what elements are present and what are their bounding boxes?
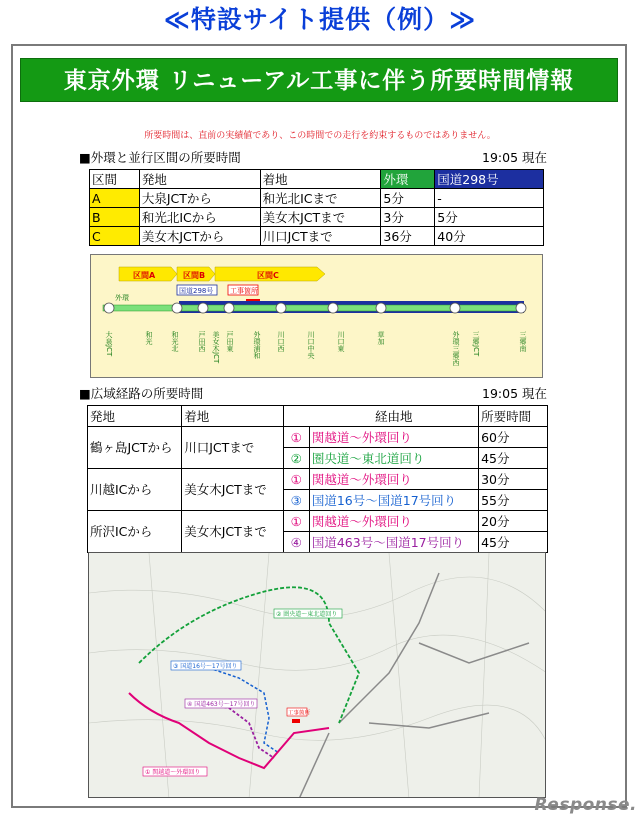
route-time: 20分	[479, 511, 548, 532]
section1-time: 19:05 現在	[482, 150, 547, 165]
header-via: 経由地	[309, 406, 478, 427]
route-number: ①	[283, 469, 309, 490]
header-route298: 国道298号	[435, 170, 544, 189]
station-label: 和光北	[171, 331, 179, 352]
legend-route4: ④ 国道463号～17号回り	[187, 701, 256, 708]
gaikan-time: 3分	[381, 208, 435, 227]
gaikan-label: 外環	[115, 294, 129, 302]
route-time: 45分	[479, 532, 548, 553]
to-cell: 和光北ICまで	[260, 189, 381, 208]
legend-route1: ① 関越道～外環回り	[145, 769, 201, 776]
to-cell: 川口JCTまで	[260, 227, 381, 246]
station-label: 外環三郷西	[452, 331, 460, 366]
route-time: 60分	[479, 427, 548, 448]
station-label: 川口西	[277, 331, 285, 352]
parallel-section-table	[89, 169, 544, 246]
route-time: 55分	[479, 490, 548, 511]
route-name: 国道16号～国道17号回り	[309, 490, 478, 511]
section-key: C	[90, 227, 140, 246]
header-to: 着地	[260, 170, 381, 189]
route-number: ③	[283, 490, 309, 511]
header-from: 発地	[139, 170, 260, 189]
node-soka	[376, 303, 386, 313]
from-cell: 美女木JCTから	[139, 227, 260, 246]
header-duration: 所要時間	[479, 406, 548, 427]
route-name: 関越道～外環回り	[309, 469, 478, 490]
table-row	[90, 227, 544, 246]
watermark: Response.	[534, 795, 637, 815]
header-gaikan: 外環	[381, 170, 435, 189]
table-row	[88, 511, 548, 532]
node-bijogi	[224, 303, 234, 313]
route-time: 30分	[479, 469, 548, 490]
from-cell: 和光北ICから	[139, 208, 260, 227]
route-number: ①	[283, 511, 309, 532]
route-name: 圏央道～東北道回り	[309, 448, 478, 469]
node-kawaguchichuo	[328, 303, 338, 313]
map-background	[89, 553, 546, 798]
route-name: 国道463号～国道17号回り	[309, 532, 478, 553]
section-key: A	[90, 189, 140, 208]
station-label: 川口東	[337, 331, 345, 352]
route298-label: 国道298号	[179, 287, 214, 295]
header-to: 着地	[182, 406, 283, 427]
station-label: 和光	[145, 331, 153, 345]
table-row	[88, 469, 548, 490]
node-misato	[516, 303, 526, 313]
map-works-marker	[292, 719, 300, 723]
disclaimer-note: 所要時間は、直前の実績値であり、この時間での走行を約束するものではありません。	[144, 131, 496, 141]
from-cell: 大泉JCTから	[139, 189, 260, 208]
to-cell: 美女木JCTまで	[182, 511, 283, 553]
wide-area-route-table	[87, 405, 548, 553]
node-misatonishi	[450, 303, 460, 313]
route-number: ①	[283, 427, 309, 448]
section2-heading: ■広域経路の所要時間	[79, 386, 204, 401]
route-name: 関越道～外環回り	[309, 511, 478, 532]
header-from: 発地	[88, 406, 182, 427]
station-label: 川口中央	[307, 331, 315, 359]
node-wako	[172, 303, 182, 313]
route-number: ④	[283, 532, 309, 553]
works-label: 工事箇所	[230, 287, 258, 295]
legend-route3: ③ 国道16号～17号回り	[173, 663, 238, 670]
section2-time: 19:05 現在	[482, 386, 547, 401]
route298-time: 40分	[435, 227, 544, 246]
section-a-label: 区間A	[133, 271, 156, 280]
to-cell: 美女木JCTまで	[260, 208, 381, 227]
station-label: 草加	[377, 331, 385, 345]
gaikan-time: 5分	[381, 189, 435, 208]
banner: ≪特設サイト提供（例）≫	[163, 5, 477, 34]
to-cell: 美女木JCTまで	[182, 469, 283, 511]
route298-time: -	[435, 189, 544, 208]
node-gaikanurawa	[276, 303, 286, 313]
route-diagram	[90, 254, 543, 378]
table-row	[88, 427, 548, 448]
station-label: 三郷南	[519, 331, 527, 352]
section-b-label: 区間B	[183, 271, 206, 280]
table-header-row	[90, 170, 544, 189]
node-wakokita	[198, 303, 208, 313]
page-title: 東京外環 リニューアル工事に伴う所要時間情報	[20, 58, 618, 102]
station-label: 戸田西	[198, 331, 206, 352]
section-c-label: 区間C	[257, 271, 279, 280]
gaikan-time: 36分	[381, 227, 435, 246]
station-label: 美女木JCT	[212, 331, 220, 364]
station-label: 外環浦和	[253, 331, 261, 359]
section-key: B	[90, 208, 140, 227]
map-works-label: 工事箇所	[288, 710, 311, 717]
route298-time: 5分	[435, 208, 544, 227]
station-label: 三郷JCT	[472, 331, 480, 357]
station-label: 戸田東	[226, 331, 234, 352]
station-label: 大泉JCT	[105, 331, 113, 357]
header-section: 区間	[90, 170, 140, 189]
route-time: 45分	[479, 448, 548, 469]
section1-heading: ■外環と並行区間の所要時間	[79, 150, 241, 165]
route-number: ②	[283, 448, 309, 469]
to-cell: 川口JCTまで	[182, 427, 283, 469]
route-map	[88, 552, 546, 798]
table-header-row	[88, 406, 548, 427]
table-row	[90, 208, 544, 227]
from-cell: 所沢ICから	[88, 511, 182, 553]
node-oizumi	[104, 303, 114, 313]
legend-route2: ② 圏央道～東北道回り	[276, 611, 338, 618]
from-cell: 川越ICから	[88, 469, 182, 511]
route-name: 関越道～外環回り	[309, 427, 478, 448]
table-row	[90, 189, 544, 208]
from-cell: 鶴ヶ島JCTから	[88, 427, 182, 469]
